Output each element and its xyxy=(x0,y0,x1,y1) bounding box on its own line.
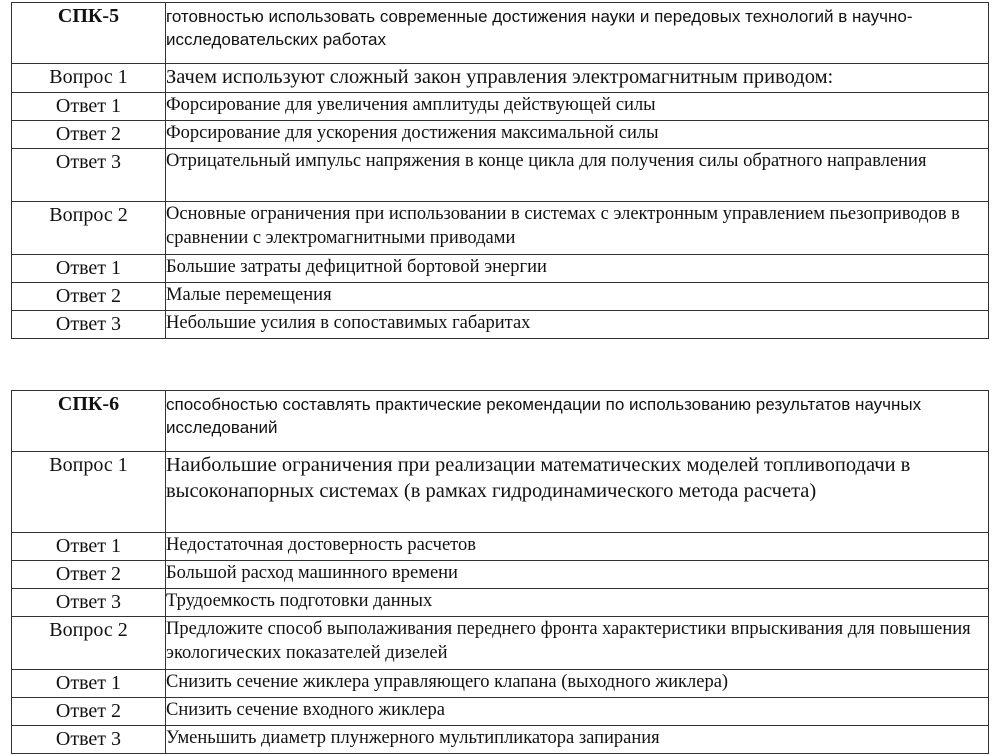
answer-row xyxy=(12,255,989,283)
competence-table-spk5 xyxy=(11,2,989,339)
row-label: Ответ 2 xyxy=(12,121,166,149)
answer-text: Снизить сечение жиклера управляющего клапана (выходного жиклера) xyxy=(166,670,989,698)
answer-row xyxy=(12,283,989,311)
question-text: Основные ограничения при использовании в системах с электронным управлением пьезоприводов в сравнении с электромагнитными приводами xyxy=(166,202,989,255)
row-label: Ответ 1 xyxy=(12,255,166,283)
competence-description: способностью составлять практические рекомендации по использованию результатов научных исследований xyxy=(166,391,989,452)
answer-text: Большие затраты дефицитной бортовой энергии xyxy=(166,255,989,283)
row-label: Ответ 3 xyxy=(12,311,166,339)
row-label: Вопрос 1 xyxy=(12,452,166,533)
answer-row xyxy=(12,311,989,339)
row-label: Ответ 3 xyxy=(12,589,166,617)
answer-text: Недостаточная достоверность расчетов xyxy=(166,533,989,561)
row-label: Вопрос 2 xyxy=(12,617,166,670)
competence-table-spk6 xyxy=(11,390,989,754)
question-text: Наибольшие ограничения при реализации математических моделей топливоподачи в высоконапорных системах (в рамках гидродинамического метода расчета) xyxy=(166,452,989,533)
question-row xyxy=(12,202,989,255)
row-label: Ответ 1 xyxy=(12,93,166,121)
row-label: Ответ 1 xyxy=(12,533,166,561)
row-label: Ответ 1 xyxy=(12,670,166,698)
competence-code: СПК-6 xyxy=(12,391,166,452)
row-label: Ответ 2 xyxy=(12,698,166,726)
answer-text: Небольшие усилия в сопоставимых габаритах xyxy=(166,311,989,339)
answer-row xyxy=(12,670,989,698)
answer-text: Форсирование для ускорения достижения максимальной силы xyxy=(166,121,989,149)
answer-text: Малые перемещения xyxy=(166,283,989,311)
answer-text: Отрицательный импульс напряжения в конце цикла для получения силы обратного направления xyxy=(166,149,989,202)
answer-row xyxy=(12,93,989,121)
answer-text: Снизить сечение входного жиклера xyxy=(166,698,989,726)
answer-text: Трудоемкость подготовки данных xyxy=(166,589,989,617)
row-label: Ответ 3 xyxy=(12,726,166,754)
competence-header-row xyxy=(12,3,989,64)
answer-text: Уменьшить диаметр плунжерного мультипликатора запирания xyxy=(166,726,989,754)
answer-row xyxy=(12,589,989,617)
answer-row xyxy=(12,121,989,149)
row-label: Вопрос 2 xyxy=(12,202,166,255)
question-text: Предложите способ выполаживания переднего фронта характеристики впрыскивания для повышения экологических показателей дизелей xyxy=(166,617,989,670)
row-label: Ответ 2 xyxy=(12,561,166,589)
question-text: Зачем используют сложный закон управления электромагнитным приводом: xyxy=(166,64,989,93)
answer-text: Большой расход машинного времени xyxy=(166,561,989,589)
competence-description: готовностью использовать современные достижения науки и передовых технологий в научно-исследовательских работах xyxy=(166,3,989,64)
row-label: Ответ 3 xyxy=(12,149,166,202)
answer-row xyxy=(12,149,989,202)
answer-row xyxy=(12,698,989,726)
answer-text: Форсирование для увеличения амплитуды действующей силы xyxy=(166,93,989,121)
answer-row xyxy=(12,726,989,754)
question-row xyxy=(12,617,989,670)
question-row xyxy=(12,64,989,93)
question-row xyxy=(12,452,989,533)
competence-code: СПК-5 xyxy=(12,3,166,64)
answer-row xyxy=(12,561,989,589)
row-label: Ответ 2 xyxy=(12,283,166,311)
row-label: Вопрос 1 xyxy=(12,64,166,93)
competence-header-row xyxy=(12,391,989,452)
answer-row xyxy=(12,533,989,561)
